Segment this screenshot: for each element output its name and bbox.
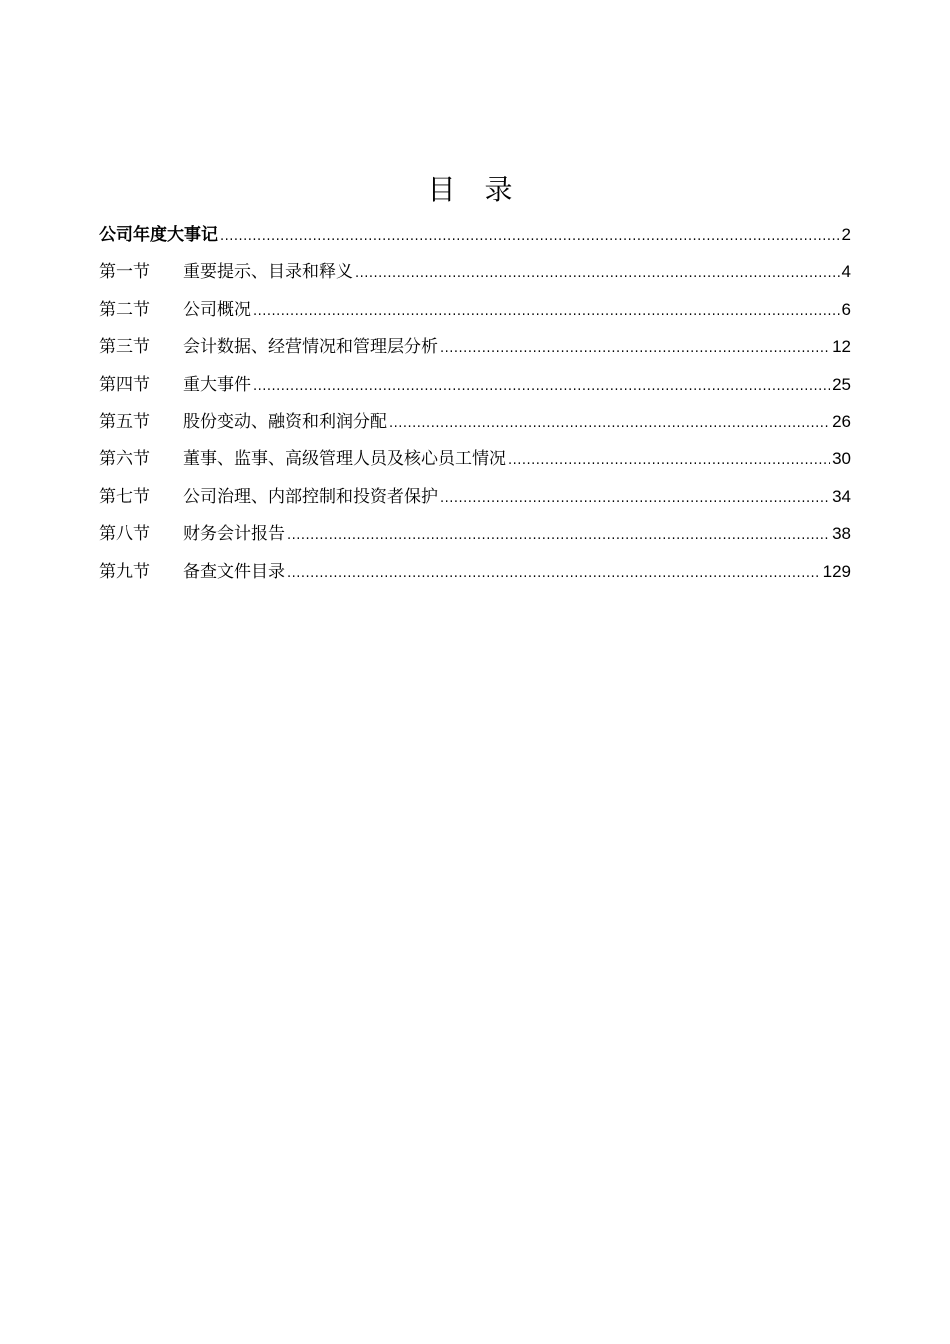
toc-entry-name: 备查文件目录 bbox=[183, 561, 285, 582]
toc-entry-name: 公司治理、内部控制和投资者保护 bbox=[183, 486, 438, 507]
toc-entry-name: 重大事件 bbox=[183, 374, 251, 395]
toc-entry-page: 30 bbox=[832, 449, 851, 469]
toc-list bbox=[99, 218, 851, 592]
toc-entry-page: 38 bbox=[832, 524, 851, 544]
toc-entry-page: 2 bbox=[841, 225, 851, 244]
toc-entry-page: 4 bbox=[841, 262, 851, 282]
toc-entry[interactable] bbox=[99, 255, 851, 292]
toc-entry-page: 129 bbox=[822, 561, 851, 581]
toc-entry-section: 第八节 bbox=[99, 524, 150, 545]
dot-leader bbox=[253, 370, 830, 403]
toc-entry-page: 34 bbox=[832, 486, 851, 506]
toc-entry-section: 第三节 bbox=[99, 337, 150, 358]
toc-entry-section: 第二节 bbox=[99, 299, 150, 320]
toc-entry-section: 第四节 bbox=[99, 374, 150, 395]
dot-leader bbox=[287, 519, 830, 552]
toc-entry-name: 重要提示、目录和释义 bbox=[183, 262, 353, 283]
toc-entry-page: 6 bbox=[841, 299, 851, 319]
toc-entry-page: 25 bbox=[832, 374, 851, 394]
toc-entry[interactable] bbox=[99, 442, 851, 479]
dot-leader bbox=[389, 407, 830, 440]
dot-leader bbox=[220, 220, 840, 253]
dot-leader bbox=[287, 557, 821, 590]
toc-entry-page: 12 bbox=[832, 337, 851, 357]
toc-entry[interactable] bbox=[99, 218, 851, 255]
toc-entry[interactable] bbox=[99, 480, 851, 517]
toc-entry[interactable] bbox=[99, 368, 851, 405]
toc-entry[interactable] bbox=[99, 555, 851, 592]
dot-leader bbox=[355, 257, 840, 290]
toc-title: 目 录 bbox=[427, 173, 523, 206]
dot-leader bbox=[508, 444, 830, 477]
toc-entry-name: 公司年度大事记 bbox=[99, 225, 218, 245]
toc-entry-section: 第七节 bbox=[99, 486, 150, 507]
toc-entry[interactable] bbox=[99, 405, 851, 442]
toc-entry-name: 会计数据、经营情况和管理层分析 bbox=[183, 337, 438, 358]
toc-entry-section: 第六节 bbox=[99, 449, 150, 470]
toc-entry-name: 股份变动、融资和利润分配 bbox=[183, 411, 387, 432]
toc-entry-section: 第五节 bbox=[99, 411, 150, 432]
toc-entry[interactable] bbox=[99, 517, 851, 554]
dot-leader bbox=[253, 295, 840, 328]
toc-entry-page: 26 bbox=[832, 411, 851, 431]
toc-entry-section: 第九节 bbox=[99, 561, 150, 582]
dot-leader bbox=[440, 482, 830, 515]
toc-entry-name: 财务会计报告 bbox=[183, 524, 285, 545]
toc-entry-name: 董事、监事、高级管理人员及核心员工情况 bbox=[183, 449, 506, 470]
toc-entry-section: 第一节 bbox=[99, 262, 150, 283]
toc-entry[interactable] bbox=[99, 293, 851, 330]
dot-leader bbox=[440, 332, 830, 365]
toc-entry[interactable] bbox=[99, 330, 851, 367]
toc-entry-name: 公司概况 bbox=[183, 299, 251, 320]
